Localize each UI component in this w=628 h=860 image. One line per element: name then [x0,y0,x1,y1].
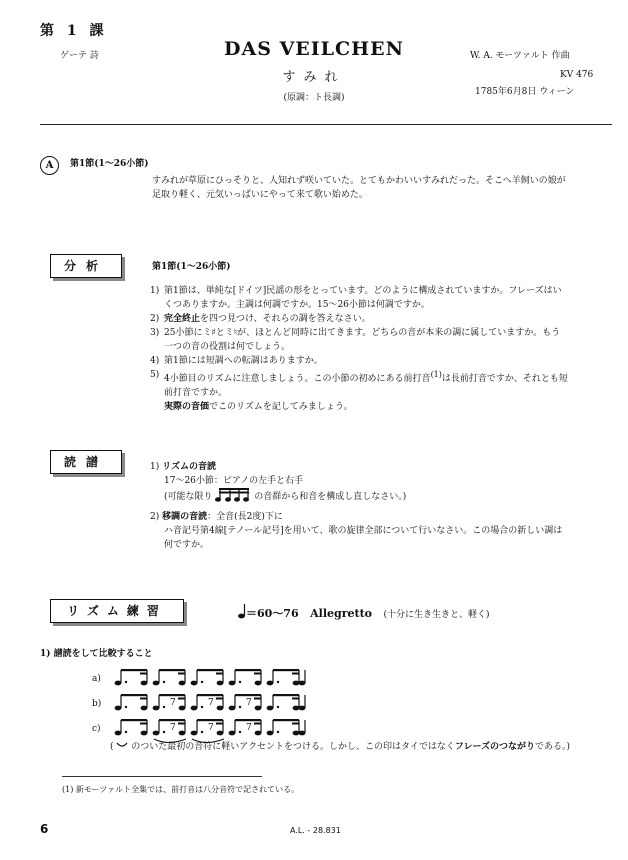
note-head [115,706,122,711]
note-dot [163,706,165,708]
note-beam [235,719,261,721]
note-dot [277,706,279,708]
rhythm-note-close: である。) [535,742,571,752]
item-number: 5) [150,370,160,380]
reading-item1-title: リズムの音読 [162,462,216,472]
note-head [267,681,274,686]
reading-label: 読譜 [63,455,108,469]
note-head [217,731,224,736]
quarter-note-icon [238,604,246,619]
note-head [229,731,236,736]
item-line: を四つ見つけ、それらの調を答えなさい。 [200,314,371,324]
note-head [293,706,300,711]
note-beam-partial [216,698,223,700]
note-head [191,706,198,711]
footnote-mark: (1) [62,785,74,794]
note-beam-partial [216,723,223,725]
catalog-number: KV 476 [560,70,594,80]
reading-item2-line2: ハ音記号第4線[テノール記号]を用いて、歌の旋律全部について行いなさい。この場合の新しい調は [164,526,563,536]
note-head [153,681,160,686]
reading-item1-line2 [150,488,612,504]
note-head [267,731,274,736]
rest-symbol: 7 [170,723,176,733]
note-beam-partial [254,723,261,725]
original-key: (原調：ト長調) [283,93,345,103]
note-dot [201,731,203,733]
rest-symbol: 7 [170,698,176,708]
list-item [150,368,612,414]
lesson-number: 第 1 課 [40,23,108,39]
section-a-marker: A [40,156,59,175]
note-dot [201,681,203,683]
section-a-text [152,174,612,202]
note-beam-partial [292,723,299,725]
item-number: 3) [150,328,160,338]
item-bold-term: 完全終止 [164,314,201,324]
section-a-line-1: すみれが草原にひっそりと、人知れず咲いていた。とてもかわいいすみれだった。そこへ羊飼いの娘が [152,176,566,186]
reading-item2-line3: 何ですか。 [164,540,210,550]
rhythm-row-label-c: c) [92,724,101,734]
item-line: 25小節にミ♯とミ♮が、ほとんど同時に出てきます。どちらの音が本来の調に属していますか。もう [164,328,561,338]
note-head [229,706,236,711]
note-beam [121,669,147,671]
analysis-heading: 第1節(1～26小節) [152,262,231,272]
section-a-line-2: 足取り軽く、元気いっぱいにやって来て歌い始めた。 [152,190,368,200]
song-subtitle: すみれ [282,70,346,85]
list-item [150,284,612,312]
song-title: DAS VEILCHEN [224,38,404,60]
note-beam [159,694,185,696]
note-head [179,706,186,711]
note-dot [239,681,241,683]
item-number: 1) [150,462,160,472]
rhythm-instruction: 1) 譜読をして比較すること [40,649,153,659]
reading-item1-line2b: の音群から和音を構成し直しなさい。) [254,492,407,502]
item-line: 4小節目のリズムに注意しましょう。この小節の初めにある前打音 [164,374,431,384]
note-beam-partial [140,698,147,700]
note-head [217,681,224,686]
note-head [267,706,274,711]
item-line: くつありますか。主調は何調ですか。15～26小節は何調ですか。 [164,300,430,310]
list-item [150,312,612,326]
note-head [153,706,160,711]
reading-item1-line1: 17～26小節：ピアノの左手と右手 [164,476,304,486]
item-number: 2) [150,314,160,324]
rhythm-note-text: のついた最初の音符に軽いアクセントをつける。しかし、この印はタイではなく [131,742,455,752]
composer-credit: W. A. モーツァルト 作曲 [470,51,570,61]
note-beam [197,719,223,721]
note-beam [197,694,223,696]
note-head [179,681,186,686]
section-a-heading: 第1節(1～26小節) [70,159,149,169]
rest-symbol: 7 [208,723,214,733]
note-head [299,681,306,686]
reading-label-box [50,450,122,474]
note-head [141,681,148,686]
reading-item1-line2a: (可能な限り [164,492,213,502]
list-item [150,326,612,354]
note-beam [235,669,261,671]
reading-item2-line1: ：全音(長2度)下に [207,512,283,522]
rhythm-label: リズム練習 [67,604,167,618]
item-line: は長前打音ですか、それとも短 [441,374,568,384]
note-dot [201,706,203,708]
rest-symbol: 7 [246,698,252,708]
note-head [293,731,300,736]
item-number: 4) [150,356,160,366]
note-dot [163,731,165,733]
tempo-word: Allegretto [310,607,372,620]
tempo-note: (十分に生き生きと、軽く) [383,610,490,620]
note-beam-partial [216,673,223,675]
analysis-list [150,284,612,414]
note-head [255,731,262,736]
note-head [179,731,186,736]
rhythm-notation [114,662,334,744]
tempo-value: ＝60～76 [246,607,299,620]
note-beam-partial [178,673,185,675]
note-beam [159,719,185,721]
note-beam [273,669,299,671]
analysis-label-box [50,254,122,278]
note-beam-partial [292,673,299,675]
note-beam-partial [178,723,185,725]
poet-credit: ゲーテ 詩 [60,51,99,61]
date-place: 1785年6月8日 ウィーン [475,87,575,97]
rhythm-note-bold: フレーズのつながり [454,742,536,752]
list-item [150,354,612,368]
item-line: 前打音ですか。 [164,388,228,398]
note-beam [197,669,223,671]
note-head [115,681,122,686]
note-dot [163,681,165,683]
note-dot [239,706,241,708]
note-dot [125,731,127,733]
rhythm-note [110,740,570,754]
note-dot [277,681,279,683]
rhythm-label-box [50,599,184,623]
item-line: でこのリズムを記してみましょう。 [209,402,353,412]
note-beam [273,719,299,721]
publisher-code: A.L. - 28.831 [290,826,341,835]
note-head [293,681,300,686]
note-head [153,731,160,736]
slur-icon [116,741,128,749]
note-beam [121,694,147,696]
item-line: 第1節には短調への転調はありますか。 [164,356,323,366]
tempo-marking [238,604,490,622]
footnote-rule [62,776,262,777]
header-rule [40,124,612,125]
item-bold-term: 実際の音価 [164,402,210,412]
note-beam [235,694,261,696]
rhythm-row-label-a: a) [92,674,101,684]
note-beam [273,694,299,696]
note-beam [121,719,147,721]
item-line: 第1節は、単純な[ドイツ]民謡の形をとっています。どのように構成されていますか。フレーズはい [164,286,562,296]
note-beam-partial [178,698,185,700]
note-head [299,731,306,736]
item-number: 2) [150,512,160,522]
rhythm-row-label-b: b) [92,699,102,709]
note-dot [239,731,241,733]
note-beam-partial [292,698,299,700]
note-beam-partial [140,673,147,675]
sixteenth-notes-icon [215,488,251,502]
note-beam-partial [254,698,261,700]
note-head [141,731,148,736]
note-head [255,681,262,686]
analysis-label: 分析 [63,259,108,273]
note-head [191,681,198,686]
note-dot [125,681,127,683]
footnote [62,784,299,795]
rhythm-note-open: ( [110,742,114,752]
note-dot [277,731,279,733]
rest-symbol: 7 [208,698,214,708]
page-number: 6 [40,822,49,836]
reading-item2-title: 移調の音読 [162,512,208,522]
item-number: 1) [150,286,160,296]
item-line: 一つの音の役割は何でしょう。 [164,342,291,352]
note-head [229,681,236,686]
note-head [217,706,224,711]
note-beam [159,669,185,671]
rest-symbol: 7 [246,723,252,733]
note-beam-partial [140,723,147,725]
note-head [191,731,198,736]
note-head [299,706,306,711]
reading-section [150,460,612,552]
note-head [255,706,262,711]
note-dot [125,706,127,708]
footnote-ref: (1) [430,370,442,379]
footnote-text: 新モーツァルト全集では、前打音は八分音符で記されている。 [75,785,300,794]
note-beam-partial [254,673,261,675]
note-head [115,731,122,736]
note-head [141,706,148,711]
